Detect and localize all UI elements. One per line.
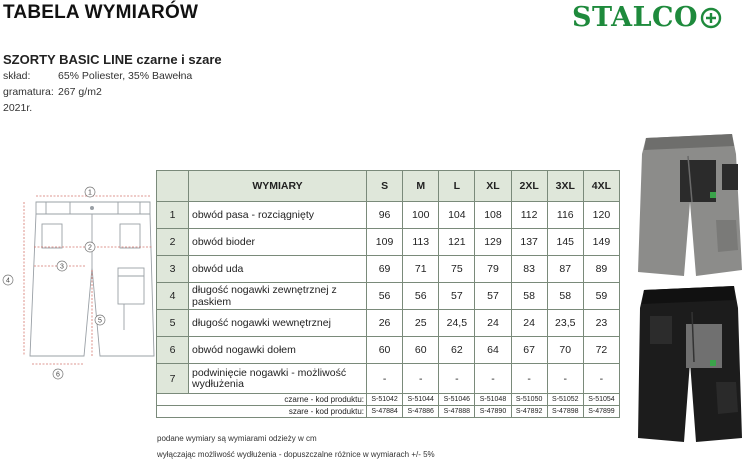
header-size-4xl: 4XL [583, 171, 619, 202]
size-value: 64 [475, 337, 511, 364]
header-size-xl: XL [475, 171, 511, 202]
spec-value: 65% Poliester, 35% Bawełna [58, 70, 193, 82]
size-value: 87 [547, 256, 583, 283]
dim-label-5: 5 [98, 317, 102, 325]
size-value: 116 [547, 202, 583, 229]
row-description: obwód nogawki dołem [189, 337, 367, 364]
table-row [157, 202, 620, 229]
size-value: 56 [403, 283, 439, 310]
header-size-l: L [439, 171, 475, 202]
product-code: S-47899 [583, 406, 619, 418]
size-value: 89 [583, 256, 619, 283]
size-value: 57 [475, 283, 511, 310]
code-label: szare - kod produktu: [157, 406, 367, 418]
product-code: S-47884 [367, 406, 403, 418]
row-number: 6 [157, 337, 189, 364]
size-value: 58 [511, 283, 547, 310]
product-code: S-51042 [367, 394, 403, 406]
row-description: obwód pasa - rozciągnięty [189, 202, 367, 229]
product-code: S-47890 [475, 406, 511, 418]
product-code: S-47886 [403, 406, 439, 418]
dim-label-3: 3 [60, 263, 64, 271]
header-size-2xl: 2XL [511, 171, 547, 202]
table-row [157, 256, 620, 283]
row-number: 1 [157, 202, 189, 229]
header-cell-num [157, 171, 189, 202]
size-value: 79 [475, 256, 511, 283]
product-code: S-51044 [403, 394, 439, 406]
size-value: 149 [583, 229, 619, 256]
row-number: 5 [157, 310, 189, 337]
row-number: 7 [157, 364, 189, 394]
row-number: 3 [157, 256, 189, 283]
size-value: 60 [403, 337, 439, 364]
size-value: - [547, 364, 583, 394]
product-year: 2021r. [3, 102, 33, 114]
product-code: S-51046 [439, 394, 475, 406]
spec-composition [3, 70, 192, 82]
size-value: - [403, 364, 439, 394]
size-value: 129 [475, 229, 511, 256]
size-value: - [475, 364, 511, 394]
dim-label-6: 6 [56, 371, 60, 379]
size-value: 109 [367, 229, 403, 256]
size-value: 56 [367, 283, 403, 310]
row-description: obwód bioder [189, 229, 367, 256]
stalco-logo [572, 2, 722, 33]
size-value: 62 [439, 337, 475, 364]
shorts-diagram [0, 180, 160, 380]
product-code: S-51050 [511, 394, 547, 406]
table-row [157, 337, 620, 364]
code-row-grey [157, 406, 620, 418]
size-value: 121 [439, 229, 475, 256]
logo-plus-icon [700, 7, 722, 29]
spec-label: gramatura: [3, 86, 54, 98]
size-value: 70 [547, 337, 583, 364]
size-value: 24 [475, 310, 511, 337]
size-value: - [439, 364, 475, 394]
row-number: 4 [157, 283, 189, 310]
spec-weight [3, 86, 102, 98]
note-units: podane wymiary są wymiarami odzieży w cm [157, 434, 317, 443]
size-value: 24,5 [439, 310, 475, 337]
table-row [157, 310, 620, 337]
spec-value: 267 g/m2 [58, 86, 102, 98]
size-value: 60 [367, 337, 403, 364]
dim-label-2: 2 [88, 244, 92, 252]
header-size-m: M [403, 171, 439, 202]
product-code: S-51052 [547, 394, 583, 406]
size-value: 69 [367, 256, 403, 283]
size-value: 23,5 [547, 310, 583, 337]
product-code: S-51048 [475, 394, 511, 406]
size-value: - [367, 364, 403, 394]
button-icon [90, 206, 94, 210]
dim-label-4: 4 [6, 277, 10, 285]
product-code: S-47898 [547, 406, 583, 418]
size-table [156, 170, 620, 418]
size-value: 112 [511, 202, 547, 229]
product-code: S-47888 [439, 406, 475, 418]
size-value: 120 [583, 202, 619, 229]
size-value: 26 [367, 310, 403, 337]
grey-shorts-photo [632, 130, 744, 280]
header-size-3xl: 3XL [547, 171, 583, 202]
size-value: 67 [511, 337, 547, 364]
size-value: 57 [439, 283, 475, 310]
spec-label: skład: [3, 70, 31, 82]
size-value: 100 [403, 202, 439, 229]
header-size-s: S [367, 171, 403, 202]
header-cell-label: WYMIARY [189, 171, 367, 202]
table-header-row [157, 171, 620, 202]
product-name: SZORTY BASIC LINE czarne i szare [3, 52, 222, 67]
table-row [157, 283, 620, 310]
table-row [157, 229, 620, 256]
product-code: S-47892 [511, 406, 547, 418]
size-value: 137 [511, 229, 547, 256]
size-value: 113 [403, 229, 439, 256]
dim-label-1: 1 [88, 189, 92, 197]
size-value: - [583, 364, 619, 394]
code-label: czarne - kod produktu: [157, 394, 367, 406]
row-number: 2 [157, 229, 189, 256]
row-description: obwód uda [189, 256, 367, 283]
row-description: podwinięcie nogawki - możliwość wydłużenia [189, 364, 367, 394]
size-value: 59 [583, 283, 619, 310]
black-shorts-photo [632, 282, 744, 446]
size-value: 24 [511, 310, 547, 337]
size-value: 72 [583, 337, 619, 364]
size-value: 71 [403, 256, 439, 283]
size-value: 96 [367, 202, 403, 229]
size-value: 108 [475, 202, 511, 229]
size-value: 58 [547, 283, 583, 310]
product-code: S-51054 [583, 394, 619, 406]
row-description: długość nogawki wewnętrznej [189, 310, 367, 337]
code-row-black [157, 394, 620, 406]
table-row [157, 364, 620, 394]
size-value: 83 [511, 256, 547, 283]
size-value: 145 [547, 229, 583, 256]
size-value: 104 [439, 202, 475, 229]
logo-text: STALCO [572, 2, 699, 33]
size-value: 25 [403, 310, 439, 337]
size-value: 23 [583, 310, 619, 337]
size-value: - [511, 364, 547, 394]
row-description: długość nogawki zewnętrznej z paskiem [189, 283, 367, 310]
size-value: 75 [439, 256, 475, 283]
page-title: TABELA WYMIARÓW [3, 2, 199, 23]
note-tolerance: wyłączając możliwość wydłużenia - dopuszczalne różnice w wymiarach +/- 5% [157, 450, 435, 459]
